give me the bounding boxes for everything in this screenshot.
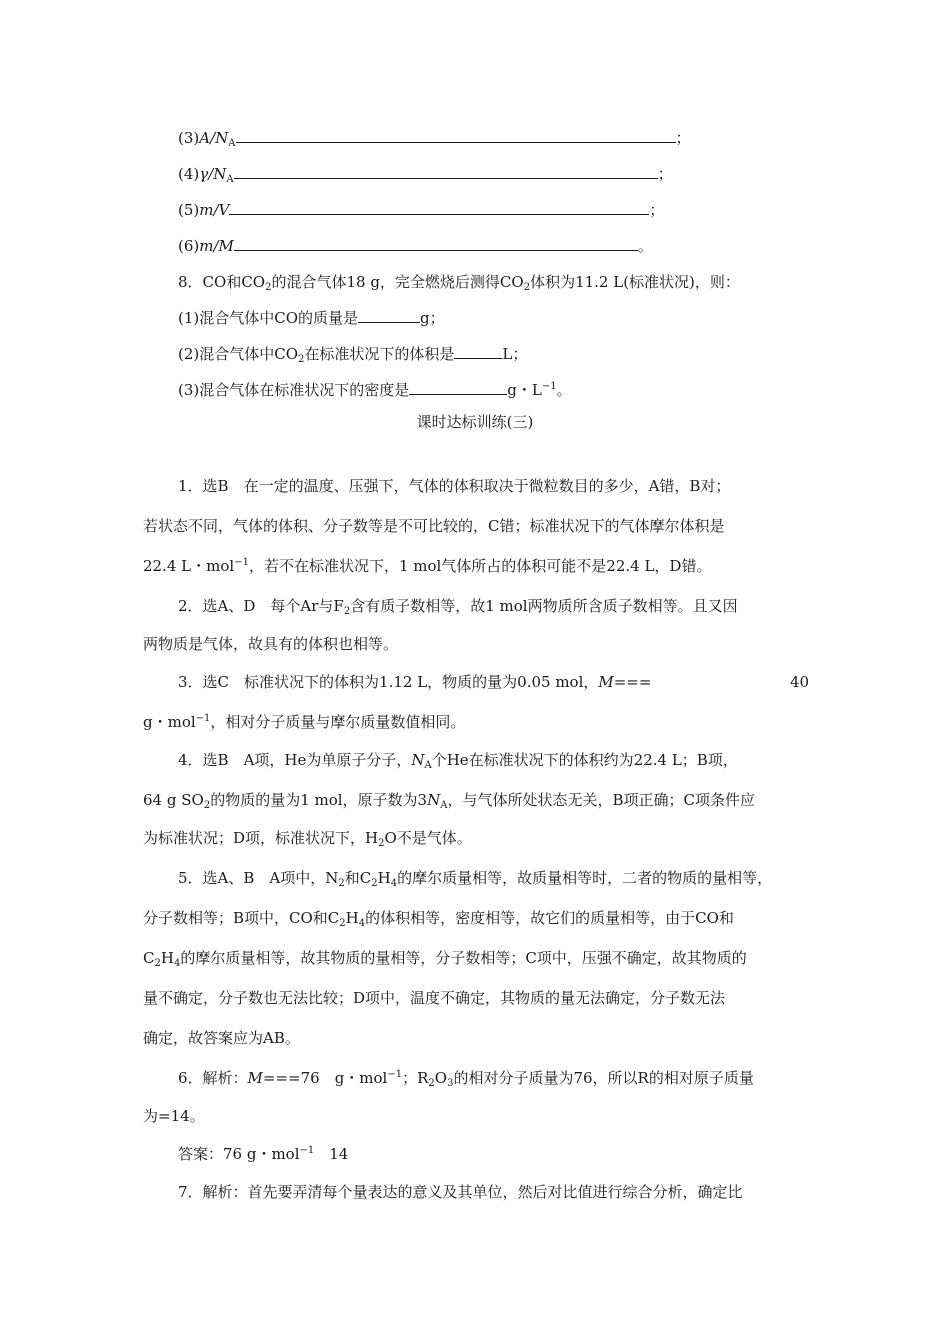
answer-6-final: 答案：76 g・mol$^{-1}$ 14 xyxy=(178,1145,349,1163)
answer-3-line-1: 3．选C 标准状况下的体积为1.12 L，物质的量为0.05 mol，M=== 40 xyxy=(178,673,810,691)
answer-5-line-5: 确定，故答案应为AB。 xyxy=(143,1029,300,1047)
answer-6-line-1: 6．解析：M===76 g・mol$^{-1}$；$R_2O_3$的相对分子质量为76，所以R的相对原子质量 xyxy=(178,1069,754,1089)
answer-4-line-2: 64 g $SO_2$的物质的量为1 mol，原子数为$3N_A$，与气体所处状态无关，B项正确；C项条件应 xyxy=(143,791,755,811)
answer-blank xyxy=(454,344,502,359)
answer-1-line-2: 若状态不同，气体的体积、分子数等是不可比较的，C错；标准状况下的气体摩尔体积是 xyxy=(143,517,725,535)
answer-3-line-2: g・mol$^{-1}$，相对分子质量与摩尔质量数值相同。 xyxy=(143,713,466,731)
item-5: (5)m/V ； xyxy=(178,201,665,219)
item-4: $(4)\gamma/N_A$ ； xyxy=(178,165,673,185)
answer-1-line-1: 1．选B 在一定的温度、压强下，气体的体积取决于微粒数目的多少，A错，B对； xyxy=(178,477,731,495)
answer-blank xyxy=(236,128,676,143)
answer-1-line-3: 22.4 L・mol$^{-1}$，若不在标准状况下，1 mol气体所占的体积可能不是22.4 L，D错。 xyxy=(143,557,712,575)
item-6: (6)m/M 。 xyxy=(178,237,653,255)
answer-blank xyxy=(409,380,507,395)
answer-2-line-1: 2．选A、D 每个Ar与$F_2$含有质子数相等，故1 mol两物质所含质子数相等。且又因 xyxy=(178,597,738,617)
answer-5-line-3: $C_2H_4$的摩尔质量相等，故其物质的量相等，分子数相等；C项中，压强不确定，故其物质的 xyxy=(143,949,747,969)
section-title: 课时达标训练(三) xyxy=(416,413,534,431)
answer-blank xyxy=(234,236,638,251)
question-8-part-3: (3)混合气体在标准状况下的密度是 g・$L^{-1}$。 xyxy=(178,381,572,399)
answer-4-line-1: 4．选B A项，He为单原子分子，$N_A$个He在标准状况下的体积约为22.4 L；B项， xyxy=(178,751,738,771)
answer-4-line-3: 为标准状况；D项，标准状况下，$H_2O$不是气体。 xyxy=(143,829,472,849)
question-8-part-1: (1)混合气体中CO的质量是 g； xyxy=(178,309,445,327)
answer-5-line-1: 5．选A、B A项中，$N_2$和$C_2H_4$的摩尔质量相等，故质量相等时，二者的物质的量相等， xyxy=(178,869,773,889)
answer-7-line-1: 7．解析：首先要弄清每个量表达的意义及其单位，然后对比值进行综合分析，确定比 xyxy=(178,1183,743,1201)
answer-blank xyxy=(234,164,658,179)
answer-blank xyxy=(229,200,649,215)
item-3: $(3)A/N_A$ ； xyxy=(178,129,691,149)
question-8-stem: 8．CO和$CO_2$的混合气体18 g，完全燃烧后测得$CO_2$体积为11.2 L(标准状况)，则： xyxy=(178,273,740,293)
answer-5-line-4: 量不确定，分子数也无法比较；D项中，温度不确定，其物质的量无法确定，分子数无法 xyxy=(143,989,726,1007)
answer-5-line-2: 分子数相等；B项中，CO和$C_2H_4$的体积相等，密度相等，故它们的质量相等，由于CO和 xyxy=(143,909,734,929)
answer-blank xyxy=(358,308,420,323)
question-8-part-2: (2)混合气体中$CO_2$在标准状况下的体积是 L； xyxy=(178,345,528,365)
answer-6-line-2: 为=14。 xyxy=(143,1107,205,1125)
answer-2-line-2: 两物质是气体，故具有的体积也相等。 xyxy=(143,635,399,653)
